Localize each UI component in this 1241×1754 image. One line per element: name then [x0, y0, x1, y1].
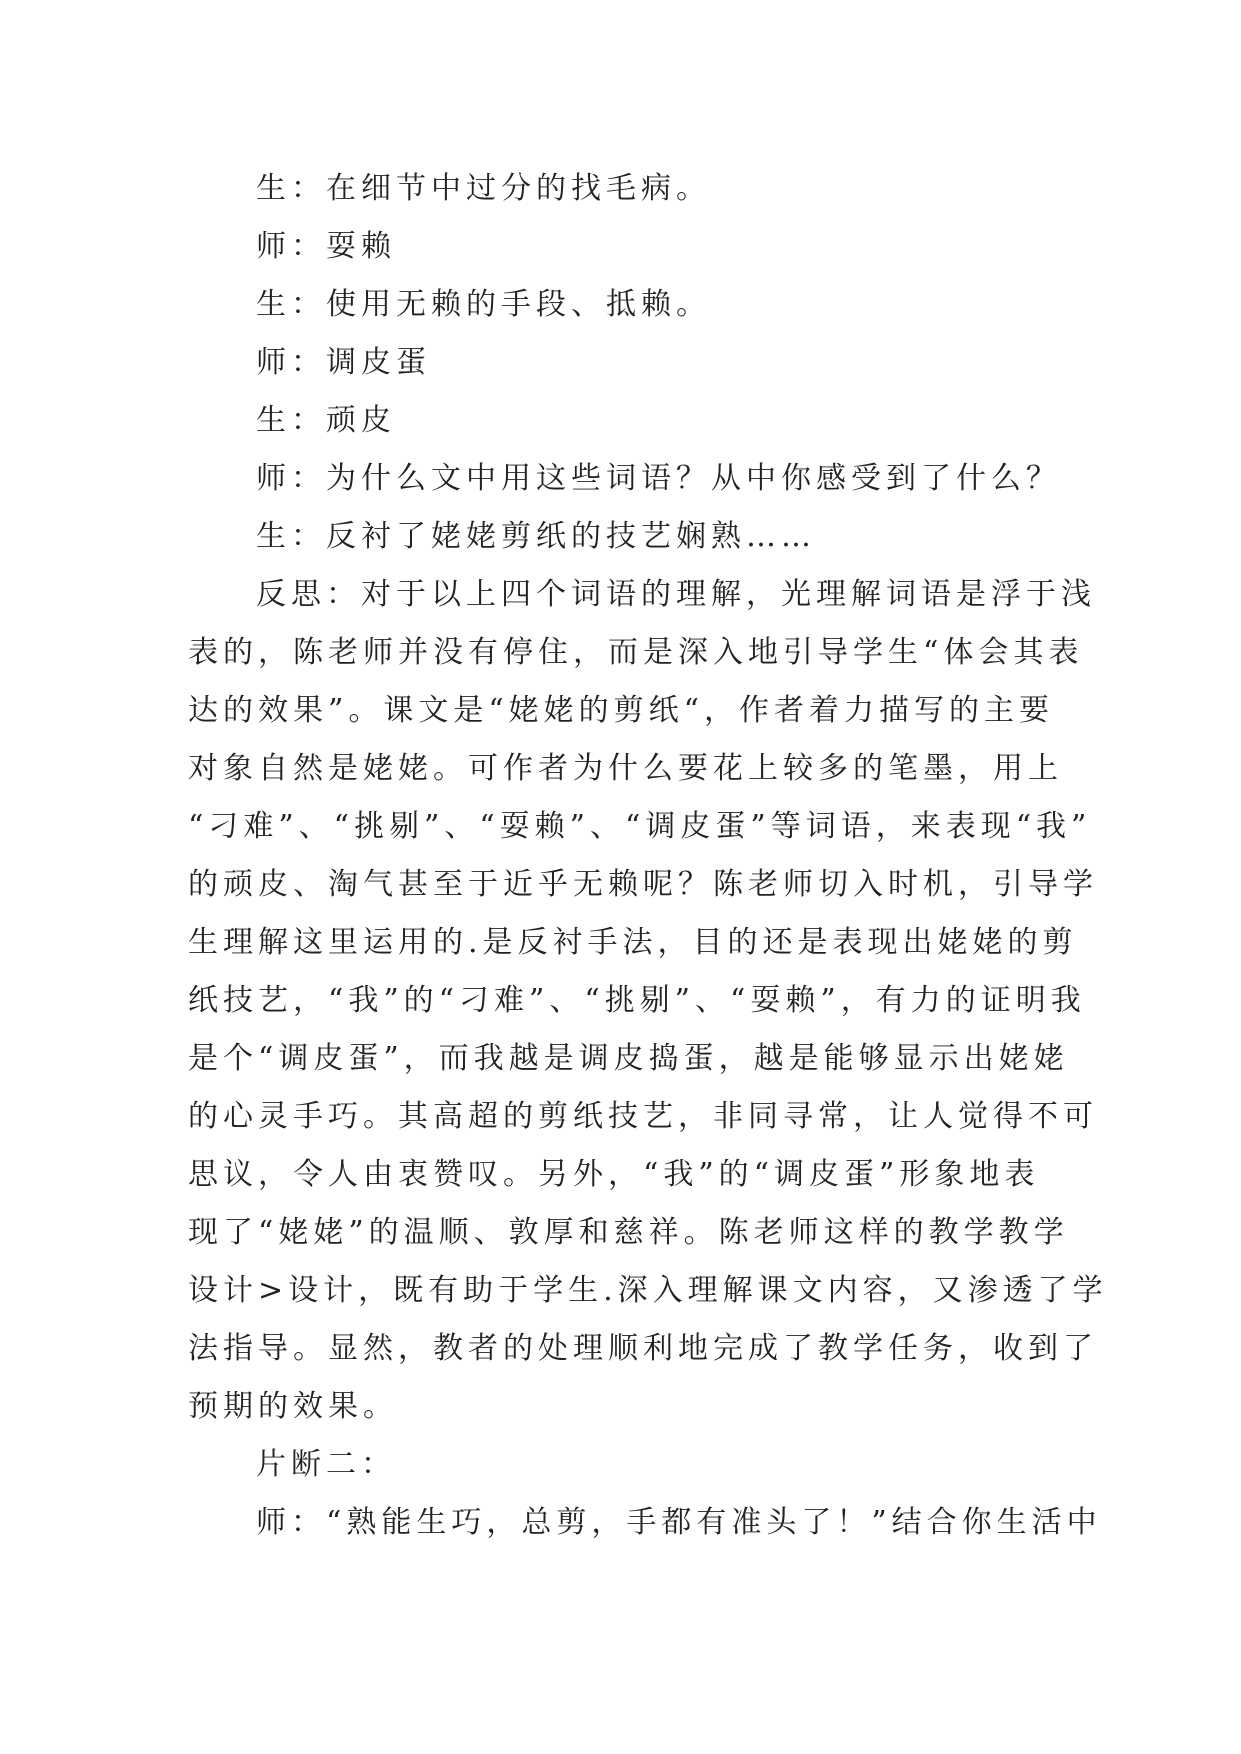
reflection-paragraph-line: 纸技艺，“我”的“刁难”、“挑剔”、“耍赖”，有力的证明我: [188, 983, 1086, 1018]
dialogue-line: 生：反衬了姥姥剪纸的技艺娴熟……: [256, 519, 816, 554]
reflection-paragraph-line: 对象自然是姥姥。可作者为什么要花上较多的笔墨，用上: [188, 751, 1063, 786]
reflection-paragraph-line: 生理解这里运用的.是反衬手法，目的还是表现出姥姥的剪: [188, 925, 1078, 960]
reflection-paragraph-line: 现了“姥姥”的温顺、敦厚和慈祥。陈老师这样的教学教学: [188, 1215, 1069, 1250]
reflection-paragraph-line: 设计>设计，既有助于学生.深入理解课文内容，又渗透了学: [188, 1273, 1108, 1308]
reflection-paragraph-line: 表的，陈老师并没有停住，而是深入地引导学生“体会其表: [188, 635, 1084, 670]
dialogue-line: 生：使用无赖的手段、抵赖。: [256, 287, 711, 322]
section-heading: 片断二：: [256, 1447, 396, 1482]
reflection-paragraph-line: “刁难”、“挑剔”、“耍赖”、“调皮蛋”等词语，来表现“我”: [188, 809, 1092, 844]
reflection-paragraph-line: 的顽皮、淘气甚至于近乎无赖呢？陈老师切入时机，引导学: [188, 867, 1098, 902]
reflection-paragraph-line: 预期的效果。: [188, 1389, 398, 1424]
reflection-paragraph-line: 反思：对于以上四个词语的理解，光理解词语是浮于浅: [256, 577, 1096, 612]
dialogue-line: 师：“熟能生巧，总剪，手都有准头了！”结合你生活中: [256, 1505, 1102, 1540]
dialogue-line: 生：顽皮: [256, 403, 396, 438]
reflection-paragraph-line: 的心灵手巧。其高超的剪纸技艺，非同寻常，让人觉得不可: [188, 1099, 1098, 1134]
dialogue-line: 师：耍赖: [256, 229, 396, 264]
dialogue-line: 生：在细节中过分的找毛病。: [256, 171, 711, 206]
reflection-paragraph-line: 法指导。显然，教者的处理顺利地完成了教学任务，收到了: [188, 1331, 1098, 1366]
dialogue-line: 师：为什么文中用这些词语？从中你感受到了什么？: [256, 461, 1061, 496]
reflection-paragraph-line: 思议，令人由衷赞叹。另外，“我”的“调皮蛋”形象地表: [188, 1157, 1040, 1192]
reflection-paragraph-line: 是个“调皮蛋”，而我越是调皮捣蛋，越是能够显示出姥姥: [188, 1041, 1069, 1076]
dialogue-line: 师：调皮蛋: [256, 345, 431, 380]
document-body: [188, 160, 1108, 1552]
reflection-paragraph-line: 达的效果”。课文是“姥姥的剪纸“，作者着力描写的主要: [188, 693, 1055, 728]
